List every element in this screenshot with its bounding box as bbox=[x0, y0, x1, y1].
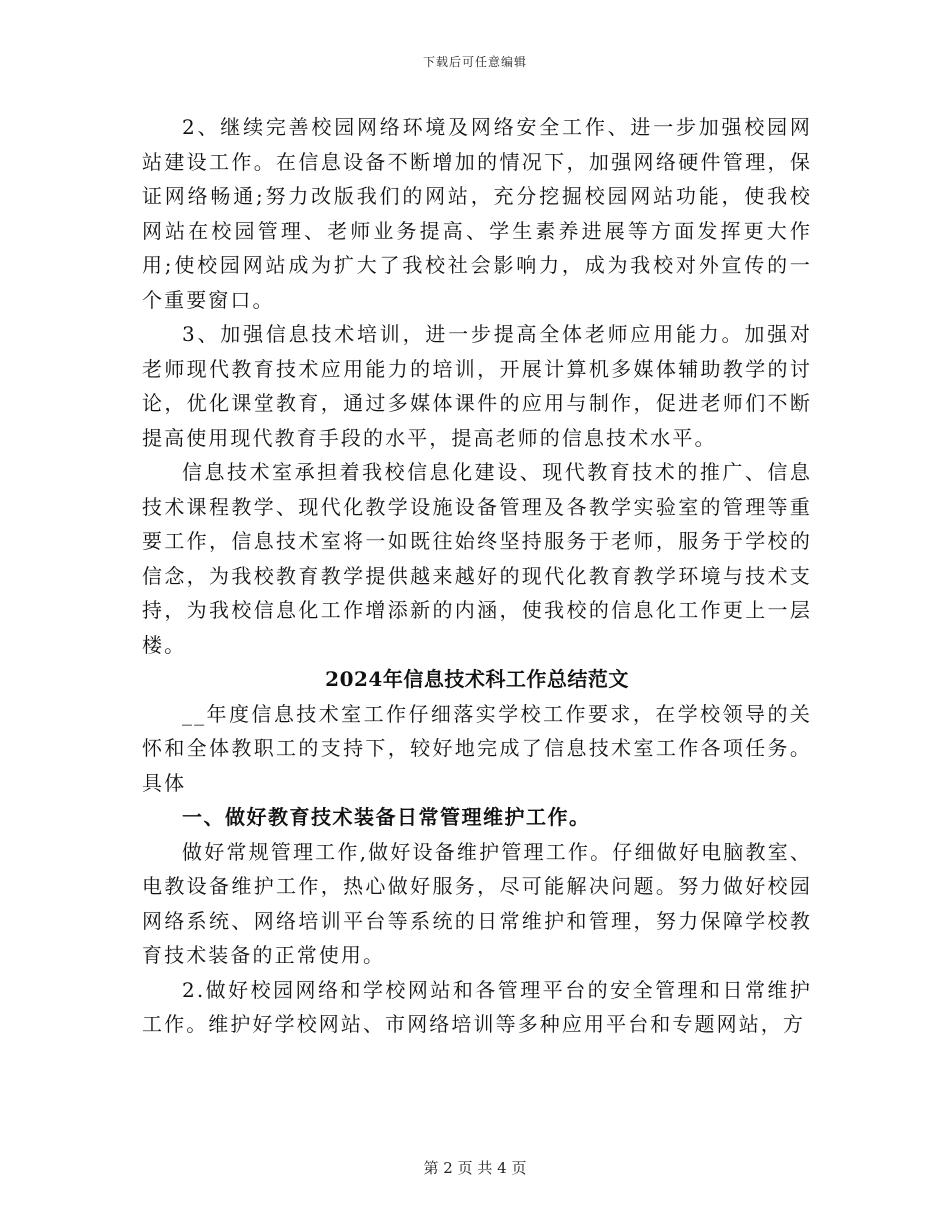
paragraph-it-training: 3、加强信息技术培训，进一步提高全体老师应用能力。加强对老师现代教育技术应用能力的培训，开展计算机多媒体辅助教学的讨论，优化课堂教育，通过多媒体课件的应用与制作，促进老师们不断提高使用现代教育手段的水平，提高老师的信息技术水平。 bbox=[142, 322, 812, 450]
paragraph-routine-management: 做好常规管理工作,做好设备维护管理工作。仔细做好电脑教室、电教设备维护工作，热心做好服务，尽可能解决问题。努力做好校园网络系统、网络培训平台等系统的日常维护和管理，努力保障学校教育技术装备的正常使用。 bbox=[142, 839, 812, 967]
document-body bbox=[142, 110, 812, 1042]
page-header: 下载后可任意编辑 bbox=[422, 55, 527, 69]
section-heading-1: 一、做好教育技术装备日常管理维护工作。 bbox=[182, 805, 591, 829]
paragraph-intro: __年度信息技术室工作仔细落实学校工作要求，在学校领导的关怀和全体教职工的支持下，较好地完成了信息技术室工作各项任务。具体 bbox=[142, 701, 812, 795]
paragraph-network-website: 2、继续完善校园网络环境及网络安全工作、进一步加强校园网站建设工作。在信息设备不断增加的情况下，加强网络硬件管理，保证网络畅通;努力改版我们的网站，充分挖掘校园网站功能，使我校网站在校园管理、老师业务提高、学生素养进展等方面发挥更大作用;使校园网站成为扩大了我校社会影响力，成为我校对外宣传的一个重要窗口。 bbox=[142, 115, 812, 312]
paragraph-network-security: 2.做好校园网络和学校网站和各管理平台的安全管理和日常维护工作。维护好学校网站、市网络培训等多种应用平台和专题网站，方 bbox=[142, 977, 812, 1036]
paragraph-it-office-summary: 信息技术室承担着我校信息化建设、现代教育技术的推广、信息技术课程教学、现代化教学设施设备管理及各教学实验室的管理等重要工作，信息技术室将一如既往始终坚持服务于老师，服务于学校的信念，为我校教育教学提供越来越好的现代化教育教学环境与技术支持，为我校信息化工作增添新的内涵，使我校的信息化工作更上一层楼。 bbox=[142, 460, 812, 657]
page-footer: 第 2 页 共 4 页 bbox=[423, 1159, 527, 1177]
section-title: 2024年信息技术科工作总结范文 bbox=[325, 667, 629, 691]
